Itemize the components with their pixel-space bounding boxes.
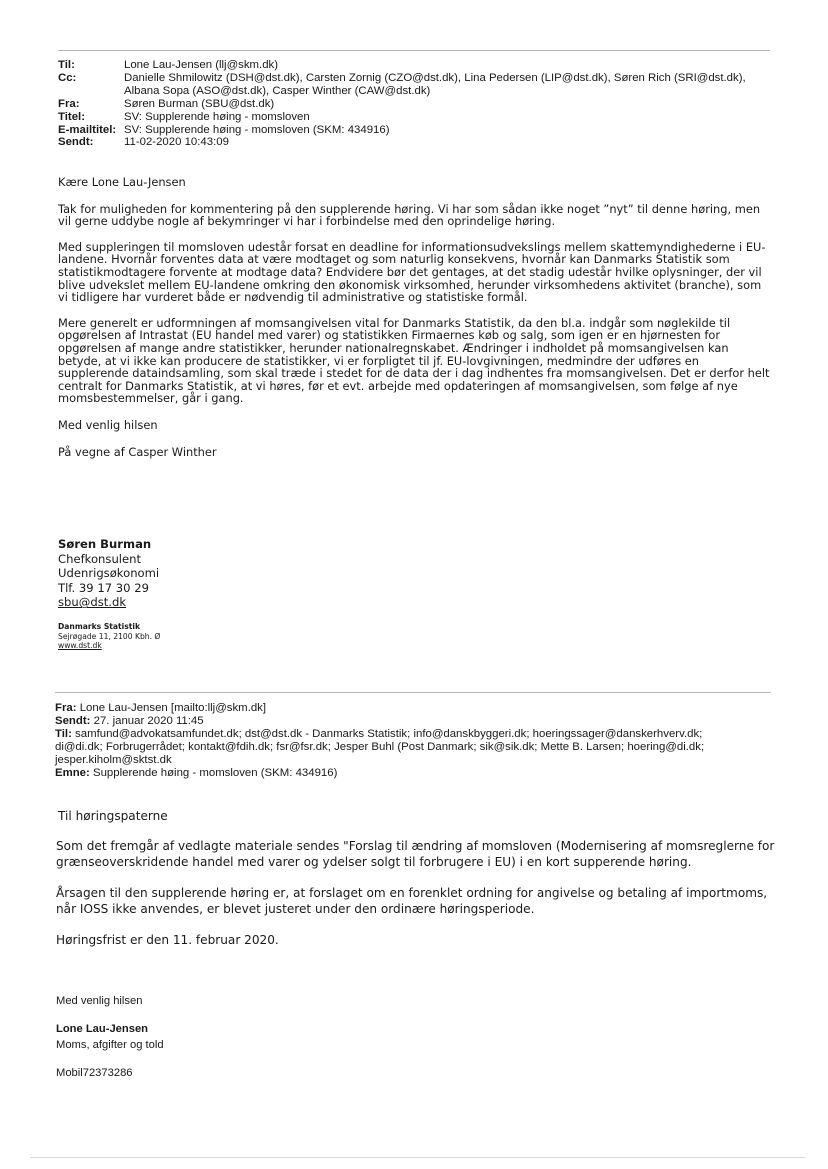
header-value-cc: Danielle Shmilowitz (DSH@dst.dk), Carsten Zornig (CZO@dst.dk), Lina Pedersen (LIP@dst.dk), Søren Rich (SRI@dst.dk), Albana Sopa (ASO@dst.dk), Casper Winther (CAW@dst.dk) bbox=[124, 71, 746, 97]
reply-closing: Med venlig hilsen bbox=[58, 417, 158, 432]
header-value-email-title: SV: Supplerende høing - momsloven (SKM: 434916) bbox=[124, 123, 390, 136]
reply-paragraph: Tak for muligheden for kommentering på den supplerende høring. Vi har som sådan ikke noget ”nyt” til denne høring, men vil gerne uddybe nogle af bekymringer vi har i forbindelse med den oprindelige høring. bbox=[58, 201, 761, 229]
header-row-from bbox=[58, 98, 778, 111]
organization-website-link[interactable]: www.dst.dk bbox=[58, 641, 102, 651]
original-subject-value: Supplerende høing - momsloven (SKM: 434916) bbox=[92, 767, 338, 780]
original-signature bbox=[56, 993, 164, 1081]
signature-department: Udenrigsøkonomi bbox=[58, 566, 160, 581]
original-to-recipients: samfund@advokatsamfundet.dk; dst@dst.dk - Danmarks Statistik; info@danskbyggeri.dk; hoeringssager@danskerhverv.dk; bbox=[75, 728, 703, 741]
header-label-sent: Sendt: bbox=[58, 136, 94, 149]
signature-email-link[interactable]: sbu@dst.dk bbox=[58, 595, 127, 610]
organization-block bbox=[58, 622, 160, 651]
organization-address: Sejrøgade 11, 2100 Kbh. Ø bbox=[58, 631, 161, 641]
signature-name: Søren Burman bbox=[58, 537, 152, 551]
reply-on-behalf: På vegne af Casper Winther bbox=[58, 444, 217, 459]
top-divider bbox=[58, 50, 770, 51]
header-label-email-title: E-mailtitel: bbox=[58, 123, 117, 136]
sender-signature bbox=[58, 537, 159, 610]
original-from-line bbox=[55, 702, 775, 715]
reply-paragraph: Med suppleringen til momsloven udestår forsat en deadline for informationsudvekslings mellem skattemyndighederne i EU-landene. Hvornår forventes data at være modtaget og som naturlig konsekvens, hvornår kan Danmarks Statistik som statistikmodtagere forvente at modtage data? Endvidere bør det gentages, at det stadig udestår hvilke oplysninger, der vil blive udvekslet mellem EU-landene omkring den økonomisk virksomhed, herunder virksomhedens aktivitet (branche), som vi tidligere har vurderet både er nødvendig til administrative og statistiske formål. bbox=[58, 239, 766, 305]
original-signature-mobile: Mobil72373286 bbox=[56, 1067, 133, 1079]
header-row-cc bbox=[58, 72, 778, 98]
header-value-from: Søren Burman (SBU@dst.dk) bbox=[124, 97, 275, 110]
original-from-label: Fra: bbox=[55, 702, 77, 714]
organization-name: Danmarks Statistik bbox=[58, 622, 141, 631]
original-to-label: Til: bbox=[55, 728, 72, 741]
header-row-email-title bbox=[58, 124, 778, 137]
header-row-title bbox=[58, 111, 778, 124]
bottom-divider bbox=[30, 1157, 805, 1158]
quoted-message-divider bbox=[55, 692, 771, 693]
original-paragraph: Årsagen til den supplerende høring er, at forslaget om en forenklet ordning for angivelse og betaling af importmoms, når IOSS ikke anvendes, er blevet justeret under den ordinære høringsperiode. bbox=[56, 886, 768, 916]
original-deadline: Høringsfrist er den 11. februar 2020. bbox=[56, 933, 279, 947]
signature-title: Chefkonsulent bbox=[58, 551, 142, 566]
original-sent-line bbox=[55, 715, 775, 728]
header-label-cc: Cc: bbox=[58, 71, 77, 84]
reply-paragraph: Mere generelt er udformningen af momsangivelsen vital for Danmarks Statistik, da den bl.a. indgår som nøglekilde til opgørelsen af Intrastat (EU handel med varer) og statistikken Firmaernes køb og salg, som igen er en hjørnesten for opgørelsen af mange andre statistikker, herunder nationalregnskabet. Ændringer i indholdet på momsangivelsen kan betyde, at vi ikke kan producere de statistikker, vi er forpligtet til jf. EU-lovgivningen, medmindre der udføres en supplerende dataindsamling, som skal træde i stedet for de data der i dag indhentes fra momsangivelsen. Det er derfor helt centralt for Danmarks Statistik, at vi høres, før et evt. arbejde med opdateringen af momsangivelsen, som følge af nye momsbestemmelser, går i gang. bbox=[58, 315, 770, 406]
original-greeting: Til høringspaterne bbox=[58, 809, 168, 823]
header-value-title: SV: Supplerende høing - momsloven bbox=[124, 110, 310, 123]
reply-greeting: Kære Lone Lau-Jensen bbox=[58, 175, 186, 189]
original-from-value: Lone Lau-Jensen [mailto:llj@skm.dk] bbox=[79, 702, 267, 714]
original-signature-department: Moms, afgifter og told bbox=[56, 1039, 164, 1051]
original-signature-name: Lone Lau-Jensen bbox=[56, 1023, 149, 1035]
header-value-sent: 11-02-2020 10:43:09 bbox=[124, 136, 229, 149]
original-paragraph: Som det fremgår af vedlagte materiale sendes "Forslag til ændring af momsloven (Modernisering af momsreglerne for grænseoverskridende handel med varer og ydelser solgt til forbrugere i EU) i en kort supperende høring. bbox=[56, 839, 775, 869]
original-email-body bbox=[56, 808, 776, 948]
reply-body bbox=[58, 176, 770, 458]
original-subject-line bbox=[55, 767, 775, 780]
original-to-recipients-cont: di@di.dk; Forbrugerrådet; kontakt@fdih.dk; fsr@fsr.dk; Jesper Buhl (Post Danmark; sik@sik.dk; Mette B. Larsen; hoering@di.dk; bbox=[55, 741, 705, 754]
original-email-header bbox=[55, 702, 775, 781]
header-value-to: Lone Lau-Jensen (llj@skm.dk) bbox=[124, 59, 279, 71]
email-metadata-header bbox=[58, 59, 778, 149]
original-sent-value: 27. januar 2020 11:45 bbox=[93, 715, 204, 728]
original-subject-label: Emne: bbox=[55, 767, 90, 780]
header-label-title: Titel: bbox=[58, 110, 86, 123]
signature-phone: Tlf. 39 17 30 29 bbox=[58, 580, 149, 595]
header-label-to: Til: bbox=[58, 59, 75, 71]
header-label-from: Fra: bbox=[58, 97, 80, 110]
header-row-sent bbox=[58, 136, 778, 149]
original-to-line bbox=[55, 728, 775, 741]
original-sent-label: Sendt: bbox=[55, 715, 91, 728]
header-row-to bbox=[58, 59, 778, 72]
original-closing: Med venlig hilsen bbox=[56, 995, 143, 1007]
original-to-recipients-cont: jesper.kiholm@sktst.dk bbox=[55, 754, 172, 767]
